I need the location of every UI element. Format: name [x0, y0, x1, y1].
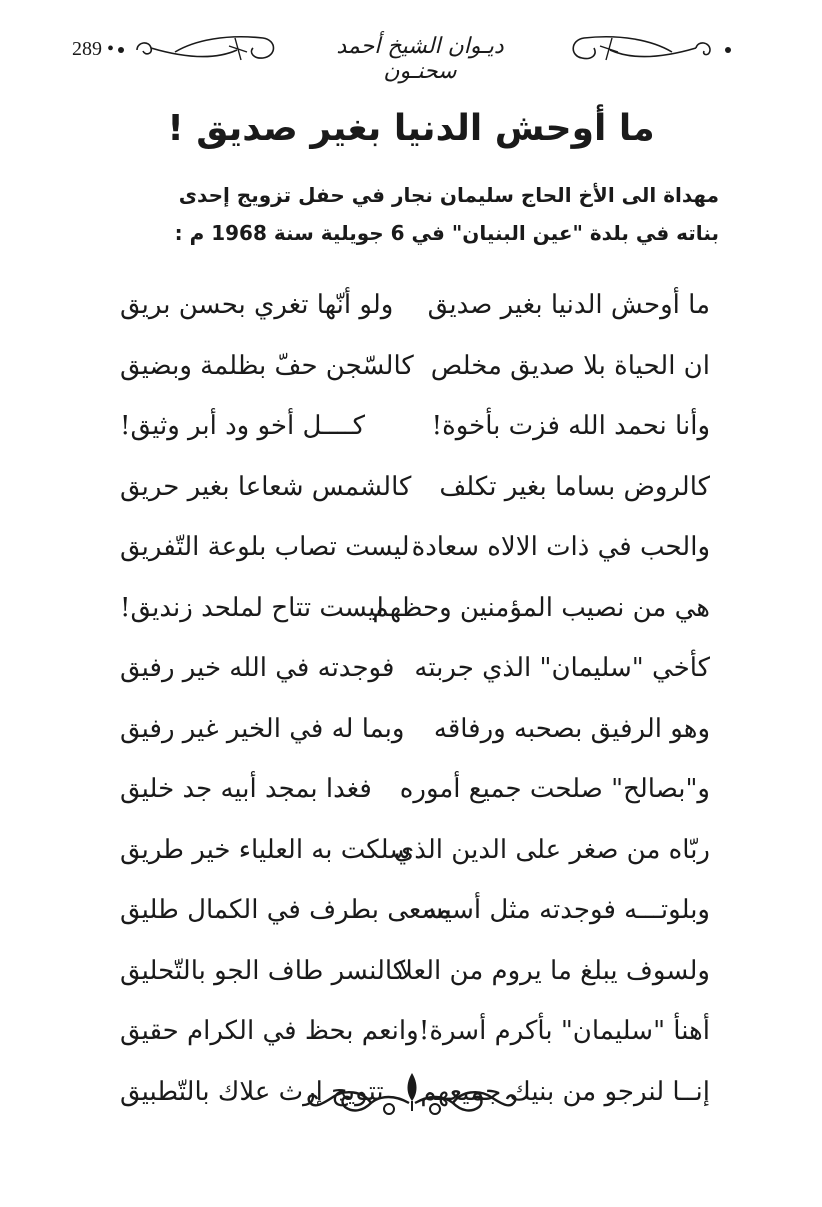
verse-first-hemistich: إنــا لنرجو من بنيك جميعهم — [420, 1076, 710, 1107]
verse-first-hemistich: أهنأ "سليمان" بأكرم أسرة! — [418, 1016, 710, 1046]
verse-second-hemistich: سلكت به العلياء خير طريق — [120, 834, 412, 865]
verse-second-hemistich: كــــل أخو ود أبر وثيق! — [120, 411, 366, 441]
verse-second-hemistich: فوجدته في الله خير رفيق — [120, 653, 395, 683]
verse-second-hemistich: كالشمس شعاعا بغير حريق — [120, 471, 412, 502]
verse-first-hemistich: ما أوحش الدنيا بغير صديق — [427, 290, 710, 320]
verse-first-hemistich: هي من نصيب المؤمنين وحظهم — [372, 592, 710, 623]
closing-flourish-ornament-icon — [305, 1065, 520, 1125]
verse-second-hemistich: وانعم بحظ في الكرام حقيق — [120, 1016, 419, 1046]
dedication-line: مهداة الى الأخ الحاج سليمان نجار في حفل تزويج إحدى — [178, 183, 719, 207]
dedication — [79, 176, 719, 252]
verse-line — [120, 1006, 710, 1067]
verse-line — [120, 885, 710, 946]
verse-line — [120, 280, 710, 341]
verse-first-hemistich: و"بصالح" صلحت جميع أموره — [399, 774, 710, 804]
bullet-icon: • — [107, 38, 115, 60]
verse-line — [120, 583, 710, 644]
flourish-ornament-right-icon — [568, 24, 743, 74]
page-number — [72, 38, 114, 61]
verse-first-hemistich: كالروض بساما بغير تكلف — [439, 471, 710, 502]
verse-line — [120, 825, 710, 886]
running-title: ديـوان الشيخ أحمد سحنـون — [336, 34, 504, 84]
verse-line — [120, 946, 710, 1007]
verse-second-hemistich: فغدا بمجد أبيه جد خليق — [120, 774, 372, 804]
verse-first-hemistich: وهو الرفيق بصحبه ورفاقه — [433, 713, 710, 744]
poem-verses — [120, 280, 710, 1127]
page-number-text: 289 — [72, 38, 102, 60]
page-header — [0, 18, 822, 84]
verse-second-hemistich: ولو أنّها تغري بحسن بريق — [120, 290, 394, 320]
verse-line — [120, 341, 710, 402]
verse-first-hemistich: ولسوف يبلغ ما يروم من العلا — [398, 955, 710, 986]
verse-second-hemistich: يسعى بطرف في الكمال طليق — [120, 895, 452, 925]
verse-second-hemistich: تتويج إرث علاك بالتّطبيق — [120, 1076, 384, 1107]
verse-second-hemistich: كالنسر طاف الجو بالتّحليق — [120, 955, 406, 986]
verse-second-hemistich: ليست تصاب بلوعة التّفريق — [120, 532, 410, 562]
verse-line — [120, 704, 710, 765]
verse-second-hemistich: ليست تتاح لملحد زنديق! — [120, 592, 384, 623]
verse-line — [120, 401, 710, 462]
poem-title: ما أوحش الدنيا بغير صديق ! — [167, 108, 655, 149]
verse-first-hemistich: والحب في ذات الالاه سعادة — [411, 532, 710, 562]
verse-first-hemistich: ان الحياة بلا صديق مخلص — [430, 350, 710, 381]
verse-first-hemistich: وأنا نحمد الله فزت بأخوة! — [431, 411, 710, 441]
verse-line — [120, 462, 710, 523]
verse-first-hemistich: ربّاه من صغر على الدين الذي — [393, 834, 710, 865]
verse-first-hemistich: وبلوتـــه فوجدته مثل أسمه — [423, 895, 710, 925]
verse-first-hemistich: كأخي "سليمان" الذي جربته — [414, 653, 710, 683]
flourish-ornament-left-icon — [115, 24, 280, 74]
verse-second-hemistich: كالسّجن حفّ بظلمة وبضيق — [120, 350, 414, 381]
verse-line — [120, 764, 710, 825]
verse-line — [120, 643, 710, 704]
verse-second-hemistich: وبما له في الخير غير رفيق — [120, 713, 405, 744]
dedication-line: بناته في بلدة "عين البنيان" في 6 جويلية سنة 1968 م : — [174, 221, 719, 245]
verse-line — [120, 522, 710, 583]
